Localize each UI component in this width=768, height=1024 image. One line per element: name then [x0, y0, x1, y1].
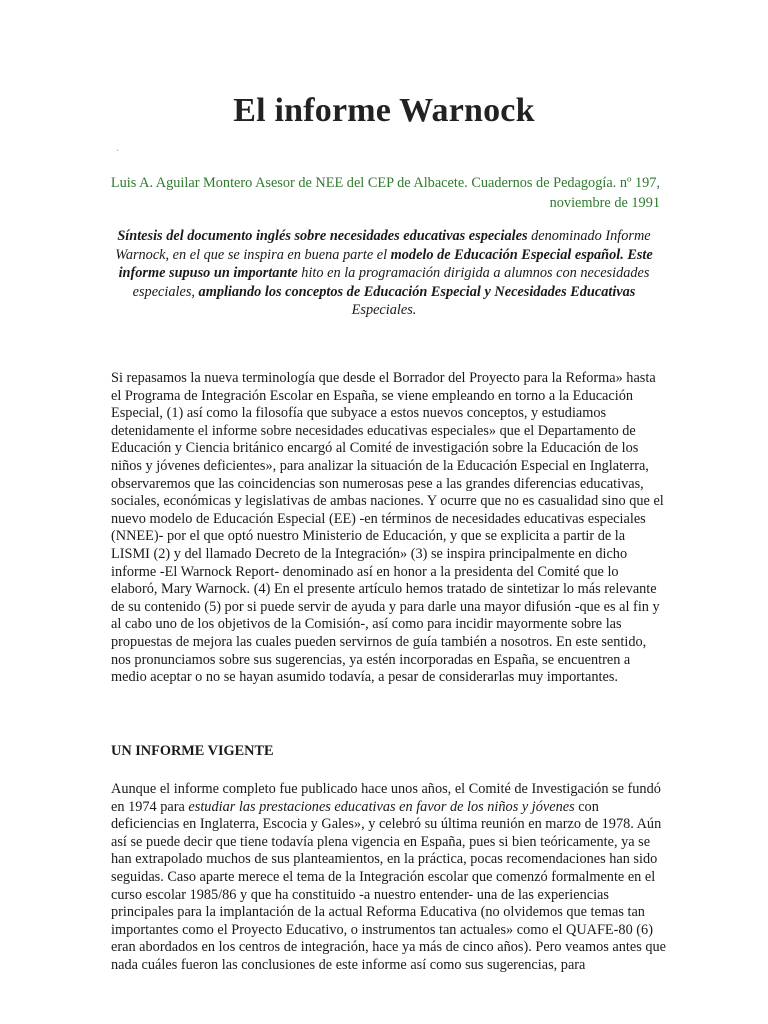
author-byline: Luis A. Aguilar Montero Asesor de NEE del CEP de Albacete. Cuadernos de Pedagogía. nº 197, noviembre de 1991: [110, 175, 660, 211]
abstract-bold-5: ampliando los conceptos de Educación Especial y Necesidades Educativas: [198, 283, 636, 300]
abstract-bold-3: modelo de Educación Especial español. Este informe supuso un importante: [118, 246, 653, 282]
separator-dot: ·: [116, 146, 120, 157]
section-heading: UN INFORME VIGENTE: [111, 743, 274, 759]
abstract-bold-1: Síntesis del documento inglés sobre necesidades educativas especiales: [117, 228, 528, 244]
body-paragraph-1: Si repasamos la nueva terminología que desde el Borrador del Proyecto para la Reforma» hasta el Programa de Integración Escolar en España, se viene empleando en torno a la Educación Especial, (1) así como la filosofía que subyace a estos nuevos conceptos, y estudiamos detenidamente el informe sobre necesidades educativas especiales» que el Departamento de Educación y Ciencia británico encargó al Comité de investigación sobre la Educación de los niños y jóvenes deficientes», para analizar la situación de la Educación Especial en Inglaterra, observaremos que las coincidencias son numerosas pese a las grandes diferencias educativas, sociales, económicas y legislativas de ambas naciones. Y ocurre que no es casualidad sino que el nuevo modelo de Educación Especial (EE) -en términos de necesidades educativas especiales (NNEE)- por el que optó nuestro Ministerio de Educación, y que se explicita a partir de la LISMI (2) y del llamado Decreto de la Integración» (3) se inspira principalmente en dicho informe -El Warnock Report- denominado así en honor a la presidenta del Comité que lo elaboró, Mary Warnock. (4) En el presente artículo hemos tratado de sintetizar lo más relevante de su contenido (5) por si puede servir de ayuda y para darle una mayor difusión -que es al fin y al cabo uno de los objetivos de la Comisión-, así como para incidir mayormente sobre las propuestas de mejora las cuales pueden servirnos de guía también a nosotros. En este sentido, nos pronunciamos sobre sus sugerencias, ya estén incorporadas en España, se encuentren a medio aceptar o no se hayan asumido todavía, a pesar de considerarlas muy importantes.: [111, 370, 664, 686]
abstract-text-2: denominado Informe Warnock, en el que se inspira en buena parte el: [115, 228, 651, 263]
abstract-text-4: hito en la programación dirigida a alumnos con necesidades especiales,: [132, 265, 650, 300]
paragraph2-italic: estudiar las prestaciones educativas en favor de los niños y jóvenes: [188, 798, 575, 815]
abstract: [100, 227, 668, 320]
body-paragraph-2: [111, 781, 666, 975]
paragraph2-text-3: con deficiencias en Inglaterra, Escocia y Gales», y celebró su última reunión en marzo de 1978. Aún así se puede decir que tiene todavía plena vigencia en España, pues si bien teóricamente, ya se han extrapolado muchos de sus planteamientos, en la práctica, pocas recomendaciones han sido seguidas. Caso aparte merece el tema de la Integración escolar que comenzó formalmente en el curso escolar 1985/86 y que ha constituido -a nuestro entender- una de las experiencias principales para la implantación de la actual Reforma Educativa (no olvidemos que temas tan importantes como el Proyecto Educativo, o instrumentos tan actuales» como el QUAFE-80 (6) eran abordados en los centros de integración, hace ya más de cinco años). Pero veamos antes que nada cuáles fueron las conclusiones de este informe así como sus sugerencias, para: [111, 798, 666, 973]
abstract-text-6: Especiales.: [351, 302, 417, 319]
document-title: El informe Warnock: [233, 92, 535, 129]
paragraph2-text-1: Aunque el informe completo fue publicado hace unos años, el Comité de Investigación se fundó en 1974 para: [111, 781, 661, 815]
